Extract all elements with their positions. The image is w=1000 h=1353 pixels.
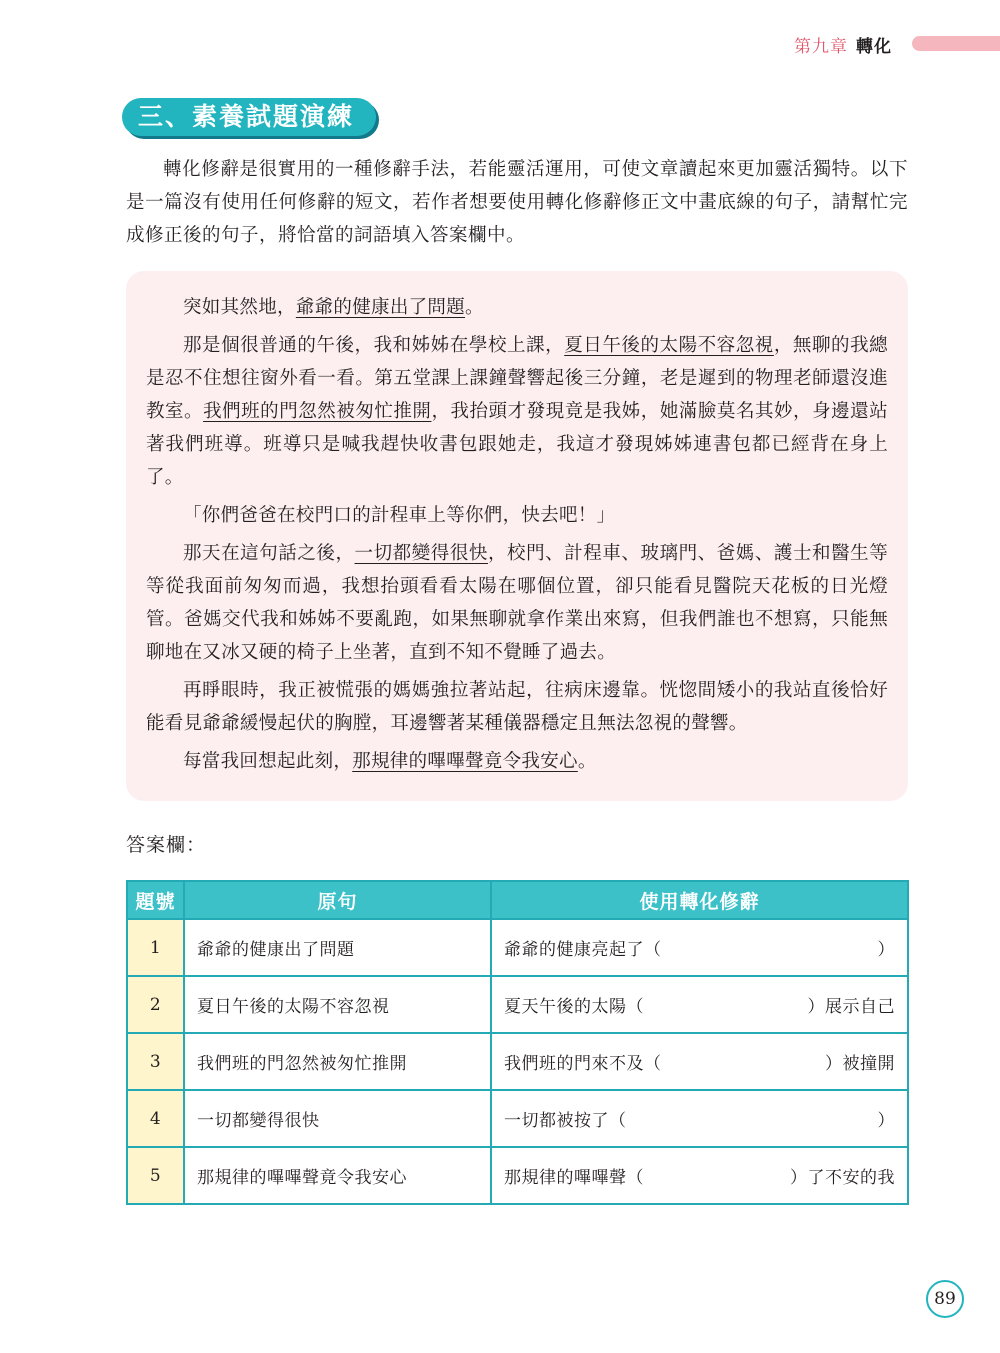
revised-suffix: ）被撞開 (825, 1054, 895, 1074)
intro-paragraph: 轉化修辭是很實用的一種修辭手法，若能靈活運用，可使文章讀起來更加靈活獨特。以下是一篇沒有使用任何修辭的短文，若作者想要使用轉化修辭修正文中畫底線的句子，請幫忙完成修正後的句子，將恰當的詞語填入答案欄中。 (126, 159, 908, 246)
row-number: 3 (127, 1033, 184, 1090)
revised-sentence-blank[interactable] (491, 919, 908, 976)
story-text: ，無聊的我總是忍不住想往窗外看一看。第五堂課上課鐘聲響起後三分鐘，老是遲到的物理老師還沒進教室。 (146, 335, 888, 422)
story-text: 突如其然地， (183, 297, 296, 318)
revised-suffix: ） (877, 1111, 895, 1131)
table-header-row (127, 881, 908, 919)
underlined-sentence: 爺爺的健康出了問題 (295, 297, 466, 318)
underlined-sentence: 一切都變得很快 (354, 543, 488, 564)
chapter-label: 第九章 (794, 37, 848, 57)
story-paragraph (146, 291, 888, 324)
header-number: 題號 (127, 881, 184, 919)
story-box (126, 271, 908, 801)
revised-suffix: ） (877, 940, 895, 960)
row-number: 1 (127, 919, 184, 976)
revised-suffix: ）展示自己 (807, 997, 895, 1017)
chapter-topic: 轉化 (856, 37, 892, 57)
revised-sentence-blank[interactable] (491, 1147, 908, 1204)
header-revised: 使用轉化修辭 (491, 881, 908, 919)
story-text: ，校門、計程車、玻璃門、爸媽、護士和醫生等等從我面前匆匆而過，我想抬頭看看太陽在哪個位置，卻只能看見醫院天花板的日光燈管。爸媽交代我和姊姊不要亂跑，如果無聊就拿作業出來寫，但我們誰也不想寫，只能無聊地在又冰又硬的椅子上坐著，直到不知不覺睡了過去。 (146, 543, 888, 663)
revised-sentence-blank[interactable] (491, 1033, 908, 1090)
section-title: 三、素養試題演練 (122, 98, 376, 136)
story-text: ，我抬頭才發現竟是我姊，她滿臉莫名其妙，身邊還站著我們班導。班導只是喊我趕快收書包跟她走，我這才發現姊姊連書包都已經背在身上了。 (146, 401, 888, 488)
revised-prefix: 爺爺的健康亮起了（ (504, 940, 662, 960)
underlined-sentence: 那規律的嗶嗶聲竟令我安心 (352, 751, 578, 772)
story-paragraph: 「你們爸爸在校門口的計程車上等你們，快去吧！」 (183, 505, 616, 526)
story-paragraph (146, 329, 888, 494)
story-text: 。 (577, 751, 597, 772)
original-sentence: 夏日午後的太陽不容忽視 (184, 976, 491, 1033)
original-sentence: 那規律的嗶嗶聲竟令我安心 (184, 1147, 491, 1204)
story-text: 那是個很普通的午後，我和姊姊在學校上課， (183, 335, 565, 356)
row-number: 4 (127, 1090, 184, 1147)
original-sentence: 我們班的門忽然被匆忙推開 (184, 1033, 491, 1090)
underlined-sentence: 我們班的門忽然被匆忙推開 (203, 401, 432, 422)
table-row (127, 1147, 908, 1204)
header-original: 原句 (184, 881, 491, 919)
table-row (127, 1090, 908, 1147)
revised-sentence-blank[interactable] (491, 1090, 908, 1147)
revised-sentence-blank[interactable] (491, 976, 908, 1033)
story-paragraph (146, 745, 888, 778)
revised-suffix: ）了不安的我 (790, 1168, 895, 1188)
story-text: 。 (465, 297, 484, 318)
original-sentence: 一切都變得很快 (184, 1090, 491, 1147)
page-number: 89 (926, 1280, 964, 1318)
revised-prefix: 夏天午後的太陽（ (504, 997, 644, 1017)
story-paragraph: 再睜眼時，我正被慌張的媽媽強拉著站起，往病床邊靠。恍惚間矮小的我站直後恰好能看見爺爺緩慢起伏的胸膛，耳邊響著某種儀器穩定且無法忽視的聲響。 (146, 680, 888, 734)
running-header (794, 32, 892, 57)
table-row (127, 1033, 908, 1090)
answer-label: 答案欄： (126, 834, 207, 856)
underlined-sentence: 夏日午後的太陽不容忽視 (564, 335, 774, 356)
revised-prefix: 那規律的嗶嗶聲（ (504, 1168, 644, 1188)
answer-table (126, 880, 909, 1205)
story-text: 每當我回想起此刻， (183, 751, 353, 772)
story-paragraph (146, 537, 888, 669)
header-decoration-bar (912, 36, 1000, 51)
row-number: 2 (127, 976, 184, 1033)
original-sentence: 爺爺的健康出了問題 (184, 919, 491, 976)
story-text: 那天在這句話之後， (183, 543, 355, 564)
row-number: 5 (127, 1147, 184, 1204)
revised-prefix: 我們班的門來不及（ (504, 1054, 662, 1074)
revised-prefix: 一切都被按了（ (504, 1111, 627, 1131)
table-row (127, 976, 908, 1033)
table-row (127, 919, 908, 976)
